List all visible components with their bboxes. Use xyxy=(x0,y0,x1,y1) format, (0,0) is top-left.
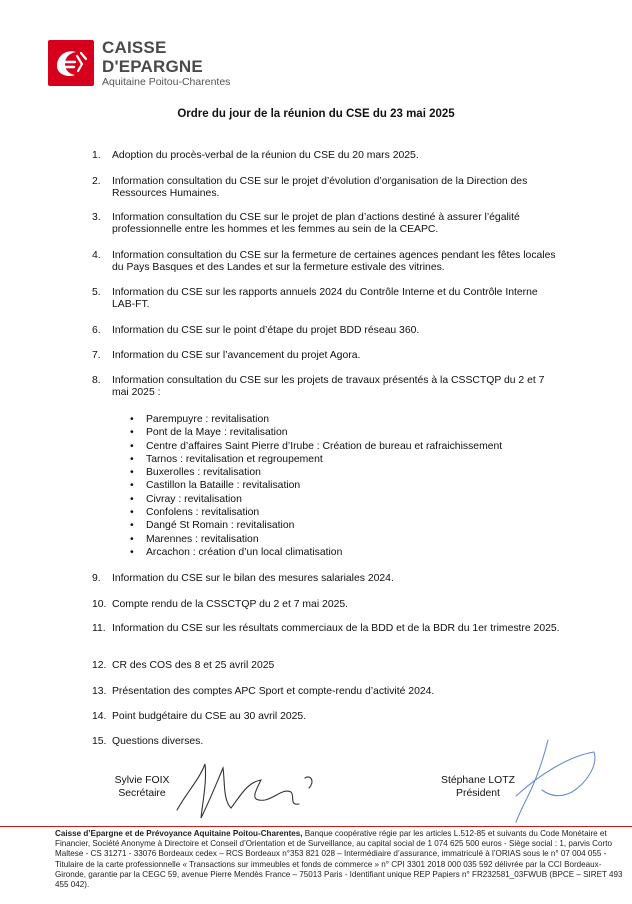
agenda-item-text: Adoption du procès-verbal de la réunion du CSE du 20 mars 2025. xyxy=(112,150,419,161)
brand-name-line1: CAISSE xyxy=(102,38,167,57)
agenda-item-number: 7. xyxy=(92,350,101,361)
agenda-item-text: CR des COS des 8 et 25 avril 2025 xyxy=(112,660,275,671)
agenda-item-number: 10. xyxy=(92,599,107,610)
president-role: Président xyxy=(456,788,500,799)
brand-name-line2: D'EPARGNE xyxy=(102,57,203,76)
legal-footer xyxy=(55,829,625,890)
agenda-item-text: Point budgétaire du CSE au 30 avril 2025. xyxy=(112,711,307,722)
agenda-item-number: 5. xyxy=(92,287,101,298)
secretary-role: Secrétaire xyxy=(118,788,166,799)
agenda-item-text: Questions diverses. xyxy=(112,736,204,747)
brand-region: Aquitaine Poitou-Charentes xyxy=(102,76,231,88)
list-item: • Tarnos : revitalisation et regroupement xyxy=(130,453,502,466)
list-item: • Dangé St Romain : revitalisation xyxy=(130,519,502,532)
agenda-item-text: Information consultation du CSE sur les projets de travaux présentés à la CSSCTQP du 2 et 7 mai 2025 : xyxy=(112,375,545,399)
list-item: • Castillon la Bataille : revitalisation xyxy=(130,479,502,492)
president-name: Stéphane LOTZ xyxy=(441,775,515,786)
list-item: • Buxerolles : revitalisation xyxy=(130,466,502,479)
list-item: • Confolens : revitalisation xyxy=(130,506,502,519)
agenda-item-number: 2. xyxy=(92,176,101,187)
agenda-item-text: Information consultation du CSE sur la fermeture de certaines agences pendant les fêtes locales du Pays Basques et des Landes et sur la fermeture estivale des vitrines. xyxy=(112,250,556,274)
agenda-item-text: Présentation des comptes APC Sport et compte-rendu d’activité 2024. xyxy=(112,686,435,697)
squirrel-logo-icon xyxy=(48,40,94,86)
footer-company: Caisse d’Epargne et de Prévoyance Aquitaine Poitou-Charentes, xyxy=(55,829,303,838)
agenda-item-text: Information du CSE sur le point d’étape du projet BDD réseau 360. xyxy=(112,325,420,336)
footer-legal-text: Banque coopérative régie par les articles L.512-85 et suivants du Code Monétaire et Financier, Société Anonyme à Directoire et Conseil d’Orientation et de Surveillance, au capital social de 1 074 625 500 euros - Siège social : 1, parvis Corto Maltese - CS 31271 - 33076 Bordeaux cedex – RCS Bordeaux n°353 821 028 – Intermédiaire d’assurance, immatriculé à l’ORIAS sous le n° 07 004 055 - Titulaire de la carte professionnelle « Transactions sur immeubles et fonds de commerce » n° CPI 3301 2018 000 035 592 délivrée par la CCI Bordeaux-Gironde, garantie par la CEGC 59, avenue Pierre Mendès France – 75013 Paris - Identifiant unique REP Papiers n° FR232581_03FWUB (BPCE – SIRET 493 455 042). xyxy=(55,829,623,890)
secretary-signature-icon xyxy=(165,752,325,822)
agenda-item-text: Information consultation du CSE sur le projet d’évolution d’organisation de la Direction des Ressources Humaines. xyxy=(112,176,528,200)
list-item: • Marennes : revitalisation xyxy=(130,533,502,546)
brand-logo xyxy=(48,38,248,90)
works-bullet-list xyxy=(130,413,502,559)
agenda-item-number: 15. xyxy=(92,736,107,747)
agenda-item-text: Information du CSE sur les résultats commerciaux de la BDD et de la BDR du 1er trimestre 2025. xyxy=(112,623,560,634)
agenda-item-number: 13. xyxy=(92,686,107,697)
list-item: • Pont de la Maye : revitalisation xyxy=(130,426,502,439)
list-item: • Centre d’affaires Saint Pierre d’Irube : Création de bureau et rafraichissement xyxy=(130,440,502,453)
page-title: Ordre du jour de la réunion du CSE du 23 mai 2025 xyxy=(177,108,455,120)
footer-divider xyxy=(0,826,632,827)
agenda-item-text: Information du CSE sur les rapports annuels 2024 du Contrôle Interne et du Contrôle Interne LAB-FT. xyxy=(112,287,538,311)
agenda-item-number: 8. xyxy=(92,375,101,386)
agenda-item-number: 1. xyxy=(92,150,101,161)
agenda-item-number: 9. xyxy=(92,573,101,584)
agenda-item-number: 11. xyxy=(92,623,106,634)
agenda-item-text: Information du CSE sur l’avancement du projet Agora. xyxy=(112,350,361,361)
agenda-item-number: 14. xyxy=(92,711,107,722)
agenda-item-text: Information du CSE sur le bilan des mesures salariales 2024. xyxy=(112,573,394,584)
list-item: • Civray : revitalisation xyxy=(130,493,502,506)
agenda-item-number: 12. xyxy=(92,660,107,671)
agenda-item-number: 4. xyxy=(92,250,101,261)
list-item: • Parempuyre : revitalisation xyxy=(130,413,502,426)
agenda-item-text: Compte rendu de la CSSCTQP du 2 et 7 mai 2025. xyxy=(112,599,349,610)
president-signature-icon xyxy=(498,736,608,826)
brand-text xyxy=(102,38,230,89)
agenda-item-text: Information consultation du CSE sur le projet de plan d’actions destiné à assurer l’égalité professionnelle entre les hommes et les femmes au sein de la CEAPC. xyxy=(112,212,520,236)
secretary-name: Sylvie FOIX xyxy=(114,775,170,786)
agenda-item-number: 6. xyxy=(92,325,101,336)
agenda-item-number: 3. xyxy=(92,212,101,223)
list-item: • Arcachon : création d’un local climatisation xyxy=(130,546,502,559)
